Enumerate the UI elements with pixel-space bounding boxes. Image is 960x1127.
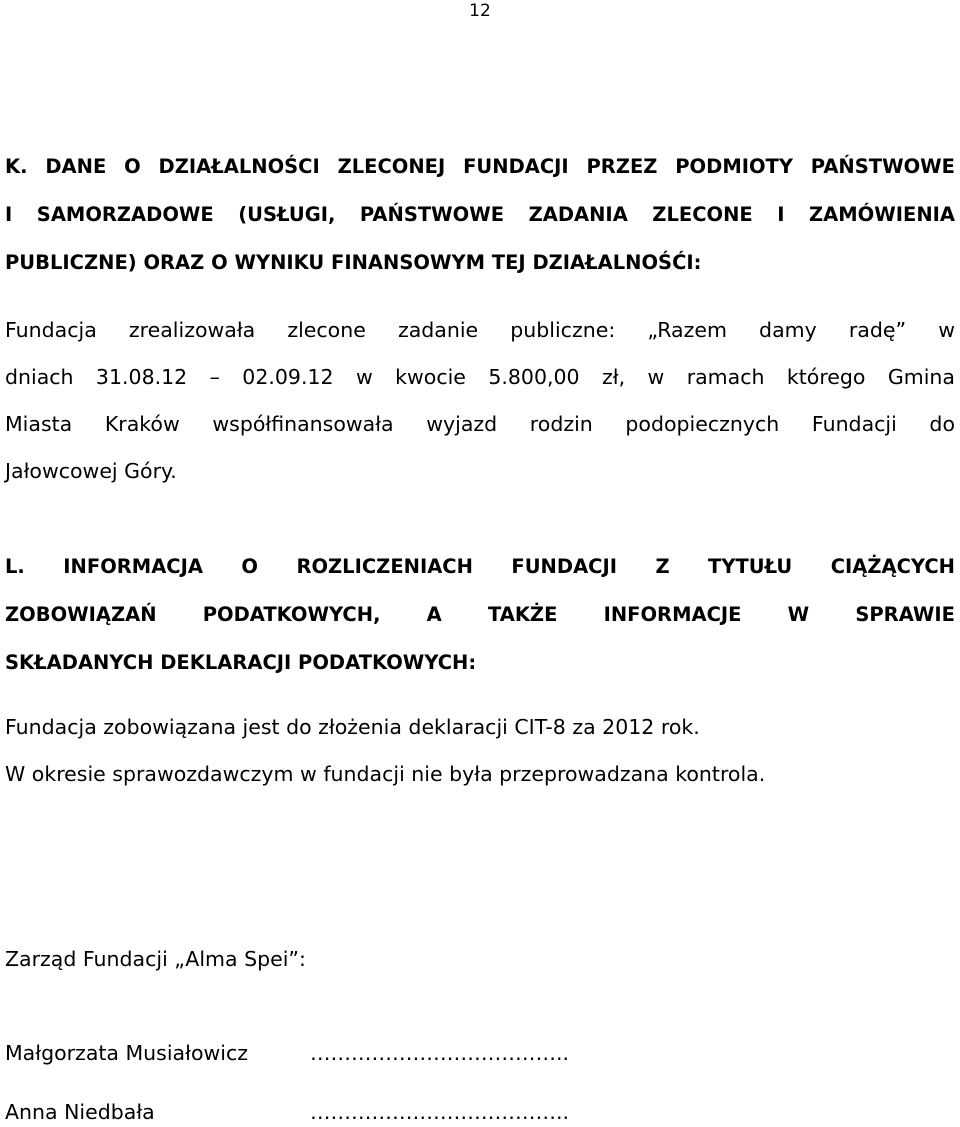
section-k-body-line: Miasta Kraków współfinansowała wyjazd rodzin podopiecznych Fundacji do <box>5 412 955 436</box>
board-title: Zarząd Fundacji „Alma Spei”: <box>5 947 306 971</box>
section-k-body-line: Jałowcowej Góry. <box>5 459 177 483</box>
section-k-heading-line: K. DANE O DZIAŁALNOŚCI ZLECONEJ FUNDACJI PRZEZ PODMIOTY PAŃSTWOWE <box>5 155 955 178</box>
section-l-heading-line: SKŁADANYCH DEKLARACJI PODATKOWYCH: <box>5 651 477 674</box>
section-l-heading-line: ZOBOWIĄZAŃ PODATKOWYCH, A TAKŻE INFORMACJE W SPRAWIE <box>5 603 955 626</box>
section-l-heading-line: L. INFORMACJA O ROZLICZENIACH FUNDACJI Z TYTUŁU CIĄŻĄCYCH <box>5 555 955 578</box>
signature-row <box>5 1097 570 1127</box>
signatory-name: Anna Niedbała <box>5 1100 155 1124</box>
signature-line: ……………………………….. <box>310 1100 570 1124</box>
audit-statement: W okresie sprawozdawczym w fundacji nie była przeprowadzana kontrola. <box>5 762 766 786</box>
section-k-body-line: Fundacja zrealizowała zlecone zadanie publiczne: „Razem damy radę” w <box>5 318 955 342</box>
signatory-name: Małgorzata Musiałowicz <box>5 1041 248 1065</box>
section-k-heading-line: I SAMORZADOWE (USŁUGI, PAŃSTWOWE ZADANIA ZLECONE I ZAMÓWIENIA <box>5 203 955 226</box>
section-l-heading <box>5 543 955 687</box>
section-k-body <box>5 307 955 495</box>
section-k-heading <box>5 143 955 287</box>
section-k-body-line: dniach 31.08.12 – 02.09.12 w kwocie 5.800,00 zł, w ramach którego Gmina <box>5 365 955 389</box>
signature-row <box>5 1038 570 1068</box>
cit8-statement: Fundacja zobowiązana jest do złożenia deklaracji CIT-8 za 2012 rok. <box>5 715 700 739</box>
signature-line: ……………………………….. <box>310 1041 570 1065</box>
page-number: 12 <box>469 1 491 21</box>
section-k-heading-line: PUBLICZNE) ORAZ O WYNIKU FINANSOWYM TEJ DZIAŁALNOŚĆI: <box>5 251 702 274</box>
